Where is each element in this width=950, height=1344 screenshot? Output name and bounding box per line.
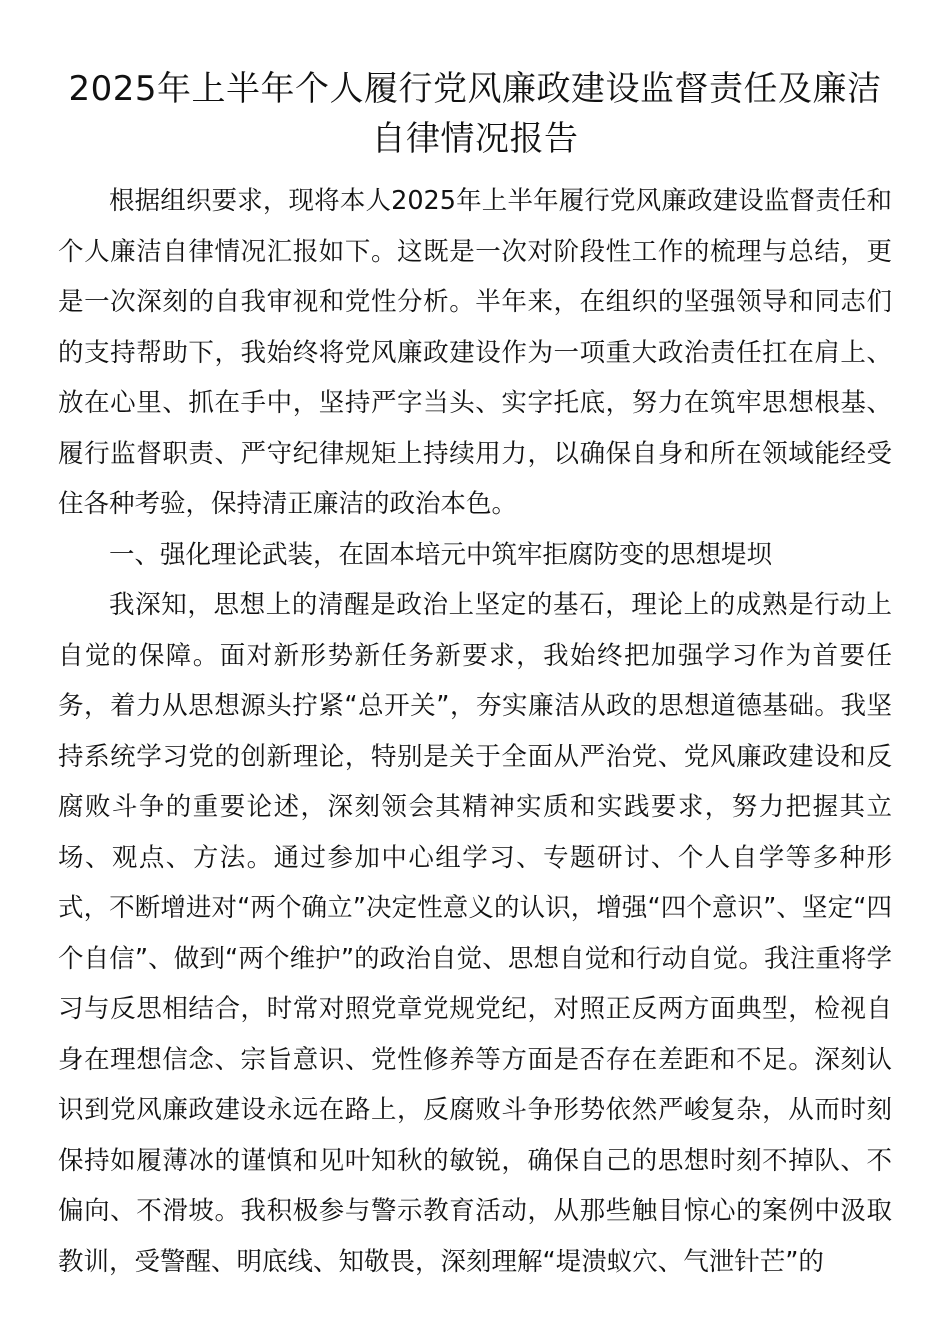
section-heading: 一、强化理论武装，在固本培元中筑牢拒腐防变的思想堤坝 — [109, 539, 773, 570]
document-title: 2025年上半年个人履行党风廉政建设监督责任及廉洁自律情况报告 — [68, 69, 882, 159]
document-body — [58, 176, 892, 1287]
section-paragraph: 我深知，思想上的清醒是政治上坚定的基石，理论上的成熟是行动上自觉的保障。面对新形势新任务新要求，我始终把加强学习作为首要任务，着力从思想源头拧紧“总开关”，夯实廉洁从政的思想道德基础。我坚持系统学习党的创新理论，特别是关于全面从严治党、党风廉政建设和反腐败斗争的重要论述，深刻领会其精神实质和实践要求，努力把握其立场、观点、方法。通过参加中心组学习、专题研讨、个人自学等多种形式，不断增进对“两个确立”决定性意义的认识，增强“四个意识”、坚定“四个自信”、做到“两个维护”的政治自觉、思想自觉和行动自觉。我注重将学习与反思相结合，时常对照党章党规党纪，对照正反两方面典型，检视自身在理想信念、宗旨意识、党性修养等方面是否存在差距和不足。深刻认识到党风廉政建设永远在路上，反腐败斗争形势依然严峻复杂，从而时刻保持如履薄冰的谨慎和见叶知秋的敏锐，确保自己的思想时刻不掉队、不偏向、不滑坡。我积极参与警示教育活动，从那些触目惊心的案例中汲取教训，受警醒、明底线、知敬畏，深刻理解“堤溃蚁穴、气泄针芒”的 — [58, 590, 892, 1277]
intro-paragraph: 根据组织要求，现将本人2025年上半年履行党风廉政建设监督责任和个人廉洁自律情况汇报如下。这既是一次对阶段性工作的梳理与总结，更是一次深刻的自我审视和党性分析。半年来，在组织的坚强领导和同志们的支持帮助下，我始终将党风廉政建设作为一项重大政治责任扛在肩上、放在心里、抓在手中，坚持严字当头、实字托底，努力在筑牢思想根基、履行监督职责、严守纪律规矩上持续用力，以确保自身和所在领域能经受住各种考验，保持清正廉洁的政治本色。 — [58, 186, 892, 519]
